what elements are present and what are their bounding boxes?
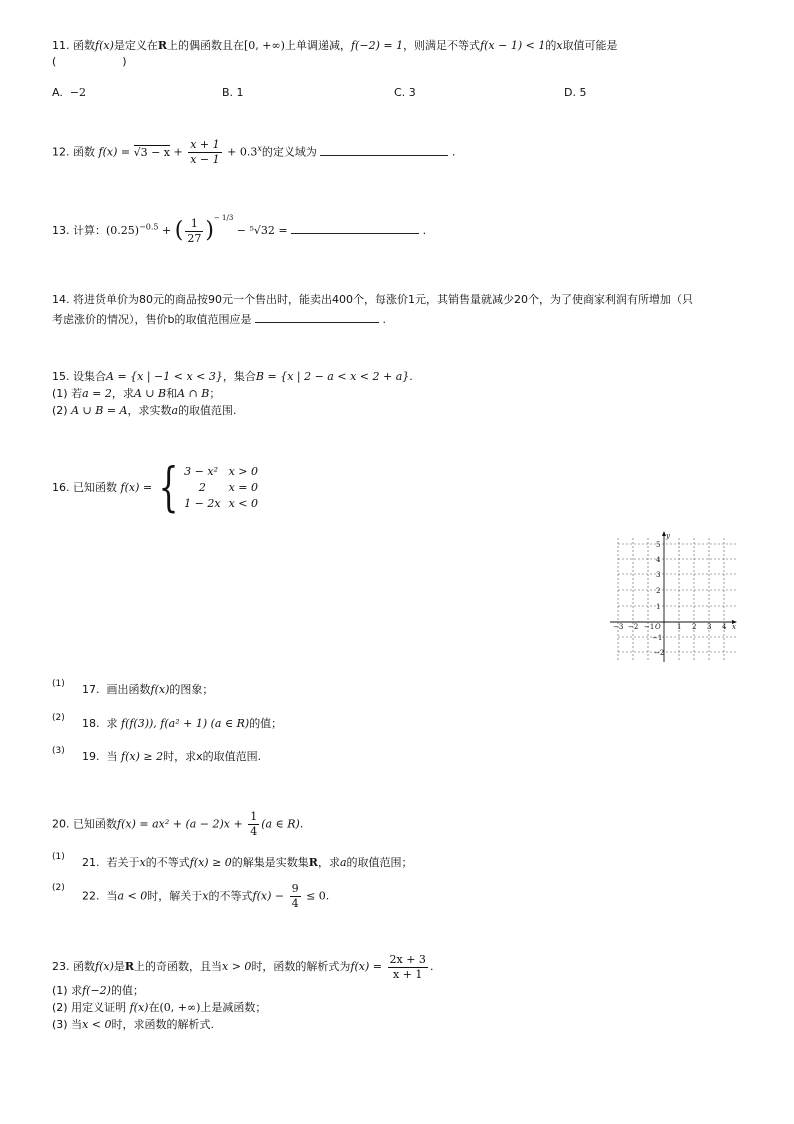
q15-math: A ∪ B = A (71, 404, 128, 417)
q11-math: f(x − 1) < 1 (480, 39, 546, 52)
q12-math: + 0.3 (223, 145, 258, 159)
q23-text: 时，函数的解析式为 (251, 960, 351, 973)
x-tick-label: −3 (613, 623, 624, 631)
case-row (184, 480, 266, 496)
part-tag: (1) (52, 679, 65, 689)
q12-text: 函数 (73, 145, 95, 159)
q23-math: f(x) = (350, 960, 386, 973)
q23-part-3: (3) 当 (52, 1018, 83, 1031)
q15-math: A = {x | −1 < x < 3} (106, 370, 223, 383)
case-expr: 2 (198, 481, 206, 494)
q11-text: ，则满足不等式 (403, 39, 481, 52)
question-13: 13. 计算：$(0.25)^{-0.5}$ + ( $\frac{1}{27}$ )$^{- 1/3}$ − ⁵√32 = . (52, 214, 427, 245)
q11-answer-paren: ( ) (52, 55, 127, 68)
x-tick-label: −1 (644, 623, 655, 631)
option-label: C. (394, 86, 406, 99)
q11-math: f(x) (95, 39, 114, 52)
option-d (564, 86, 586, 99)
q20-text: 已知函数 (73, 817, 117, 831)
q12-math: f(x) = (98, 145, 134, 159)
q23-math: f(x) (129, 1001, 149, 1014)
q23-text: 时，求函数的解析式. (111, 1018, 214, 1031)
q13-math: = (274, 224, 288, 237)
q22-text: 的不等式 (208, 889, 253, 903)
q13-text: . (422, 224, 427, 237)
y-tick-label: 2 (656, 587, 661, 595)
q13-root: ⁵√32 (249, 224, 275, 237)
q14-answer-blank[interactable] (255, 310, 379, 323)
q23-math: f(x) (95, 960, 114, 973)
q15-part-2: (2) (52, 404, 68, 417)
q13-exponent: −0.5 (139, 222, 159, 232)
q21-math: a (339, 856, 347, 869)
x-axis-label: x (732, 623, 736, 631)
question-16 (52, 458, 266, 518)
q22-number: 22. (82, 889, 100, 903)
q11-math: [0, +∞) (244, 39, 285, 52)
q12-answer-blank[interactable] (320, 143, 448, 156)
q12-text: 的定义域为 (261, 145, 317, 159)
q12-fraction (188, 138, 221, 167)
q15-math: A ∩ B (177, 387, 210, 400)
part-tag: (1) (52, 852, 65, 862)
q19-text: 时，求x的取值范围. (163, 750, 262, 763)
option-label: A. (52, 86, 63, 99)
q16-brace: { (158, 458, 179, 518)
fraction-numerator: x + 1 (190, 138, 220, 151)
x-tick-label: 1 (677, 623, 682, 631)
q14-math: b (167, 313, 175, 326)
q15-math: a (171, 404, 179, 417)
q13-fraction (185, 217, 203, 246)
case-expr: 1 − 2x (184, 497, 221, 510)
q22-text: 时，解关于 (147, 889, 203, 903)
fraction-denominator: x + 1 (393, 967, 423, 981)
x-tick-label: 3 (707, 623, 712, 631)
q23-text: 在 (148, 1001, 160, 1014)
option-label: D. (564, 86, 576, 99)
question-23 (52, 952, 433, 1033)
case-cond: x = 0 (228, 481, 259, 494)
q21-number: 21. (82, 856, 100, 869)
q14-text: 考虑涨价的情况），售价 (52, 313, 168, 326)
q12-math: + (170, 145, 187, 159)
fraction-numerator: 1 (250, 810, 258, 823)
q21-math: x (139, 856, 146, 869)
q12-text: . (451, 145, 456, 159)
y-tick-label: 5 (656, 541, 661, 549)
x-tick-label: O (655, 623, 661, 631)
q20-math: f(x) = ax² + (a − 2)x + (117, 817, 247, 831)
q23-math: (0, +∞) (159, 1001, 201, 1014)
q15-text: ，求实数 (127, 404, 172, 417)
fraction-numerator: 1 (185, 217, 203, 232)
fraction-numerator: 9 (291, 882, 299, 895)
q11-text: 取值可能是 (562, 39, 618, 52)
q21-text: 的解集是实数集 (231, 856, 309, 869)
case-cond: x < 0 (228, 497, 259, 510)
question-11 (52, 38, 618, 70)
q11-math: f(−2) = 1 (350, 39, 404, 52)
y-tick-label: −2 (654, 649, 665, 657)
q23-math: x > 0 (222, 960, 252, 973)
question-14 (52, 290, 693, 330)
part-tag: (2) (52, 713, 65, 723)
coordinate-grid (604, 530, 740, 662)
q11-text: 函数 (73, 39, 95, 52)
q23-text: 上的奇函数，且当 (134, 960, 223, 973)
q12-exponent: x (257, 143, 262, 153)
q23-text: 的值； (110, 984, 144, 997)
q17-number: 17. (82, 683, 100, 696)
part-tag: (2) (52, 883, 65, 893)
y-axis-label: y (666, 532, 670, 540)
option-label: B. (222, 86, 234, 99)
q14-text: 将进货单价为80元的商品按90元一个售出时，能卖出400个，每涨价1元，其销售量就减少20个，为了使商家利润有所增加（只 (73, 293, 693, 306)
q13-math: + (158, 224, 175, 237)
q14-text: . (382, 313, 386, 326)
q18-text: 求 (106, 717, 118, 730)
q11-text: 上单调递减， (284, 39, 351, 52)
q19-number: 19. (82, 750, 100, 763)
option-value: 3 (408, 86, 416, 99)
q23-text: 函数 (73, 960, 95, 973)
q22-math: f(x) − (252, 889, 288, 903)
q15-part-1: (1) 若 (52, 387, 83, 400)
q20-number: 20. (52, 817, 70, 831)
q13-exponent: − 1/3 (213, 214, 234, 222)
q23-text: 上是减函数； (200, 1001, 267, 1014)
q11-text: 的 (545, 39, 557, 52)
q15-text: . (409, 370, 413, 383)
q21-math: R (308, 856, 318, 869)
q11-text: 上的偶函数且在 (167, 39, 245, 52)
fraction-denominator: 4 (291, 897, 299, 910)
option-value: −2 (69, 86, 87, 99)
q15-text: 和 (166, 387, 178, 400)
q12-number: 12. (52, 145, 70, 159)
grid-lines (618, 538, 736, 662)
q23-text: . (429, 960, 434, 973)
q18-math: f(f(3)), f(a² + 1) (a ∈ R) (121, 717, 250, 730)
question-12 (52, 138, 455, 167)
q21-text: ，求 (317, 856, 340, 869)
q17-math: f(x) (150, 683, 170, 696)
q15-math: a = 2 (82, 387, 112, 400)
q11-math: R (157, 39, 168, 52)
q17-text: 画出函数 (106, 683, 151, 696)
q23-part-1: (1) 求 (52, 984, 83, 997)
q21-text: 的取值范围； (346, 856, 413, 869)
q21-math: f(x) ≥ 0 (189, 856, 232, 869)
q18-number: 18. (82, 717, 100, 730)
q13-math: − (233, 224, 250, 237)
fraction-numerator: 2x + 3 (389, 952, 426, 966)
q16-cases (184, 464, 266, 512)
q22-math: x (202, 889, 209, 903)
q11-text: 是定义在 (113, 39, 158, 52)
q14-text: 的取值范围应是 (174, 313, 252, 326)
part-tag: (3) (52, 746, 65, 756)
option-value: 5 (579, 86, 587, 99)
q14-number: 14. (52, 293, 70, 306)
case-expr: 3 − x² (184, 465, 218, 478)
question-15 (52, 368, 413, 419)
q23-number: 23. (52, 960, 70, 973)
case-cond: x > 0 (228, 465, 259, 478)
option-b (222, 86, 244, 99)
q15-text: ； (209, 387, 221, 400)
y-tick-label: 1 (656, 603, 661, 611)
y-tick-label: 4 (656, 556, 661, 564)
x-tick-label: −2 (628, 623, 639, 631)
x-tick-label: 4 (722, 623, 727, 631)
fraction-denominator: x − 1 (190, 153, 220, 166)
x-tick-label: 2 (692, 623, 697, 631)
q21-text: 若关于 (106, 856, 140, 869)
q16-math: f(x) = (120, 481, 153, 494)
q15-text: ，集合 (222, 370, 256, 383)
y-tick-label: 3 (656, 571, 661, 579)
q16-number: 16. (52, 481, 70, 494)
fraction-denominator: 27 (187, 231, 202, 245)
q15-math: A ∪ B (133, 387, 167, 400)
q20-fraction (248, 810, 259, 839)
q15-text: 的取值范围. (178, 404, 237, 417)
q23-part-2: (2) 用定义证明 (52, 1001, 127, 1014)
q22-math: a < 0 (117, 889, 148, 903)
q22-fraction (290, 882, 301, 911)
q11-number: 11. (52, 39, 70, 52)
q13-text: 计算： (73, 224, 106, 237)
q23-text: 是 (113, 960, 125, 973)
q23-math: R (124, 960, 135, 973)
q17-text: 的图象； (169, 683, 214, 696)
q15-math: B = {x | 2 − a < x < 2 + a} (255, 370, 410, 383)
question-20 (52, 810, 303, 839)
q13-answer-blank[interactable] (291, 221, 419, 234)
q13-number: 13. (52, 224, 70, 237)
option-value: 1 (236, 86, 244, 99)
q11-math: x (556, 39, 563, 52)
q15-text: 设集合 (73, 370, 106, 383)
q19-text: 当 (106, 750, 118, 763)
q21-text: 的不等式 (145, 856, 190, 869)
q18-text: 的值； (249, 717, 283, 730)
q23-fraction (388, 953, 428, 982)
q12-sqrt: √3 − x (133, 145, 170, 159)
y-tick-label: −1 (652, 634, 663, 642)
case-row (184, 464, 266, 480)
q16-text: 已知函数 (73, 481, 117, 494)
q15-number: 15. (52, 370, 70, 383)
q20-math: (a ∈ R). (261, 817, 304, 831)
q22-math: ≤ 0. (302, 889, 330, 903)
option-a (52, 86, 86, 99)
q22-text: 当 (106, 889, 118, 903)
case-row (184, 496, 266, 512)
q19-math: f(x) ≥ 2 (121, 750, 164, 763)
q15-text: ，求 (111, 387, 134, 400)
q23-math: f(−2) (82, 984, 111, 997)
option-c (394, 86, 416, 99)
fraction-denominator: 4 (250, 825, 258, 838)
q13-math: (0.25) (106, 224, 140, 237)
q23-math: x < 0 (82, 1018, 112, 1031)
